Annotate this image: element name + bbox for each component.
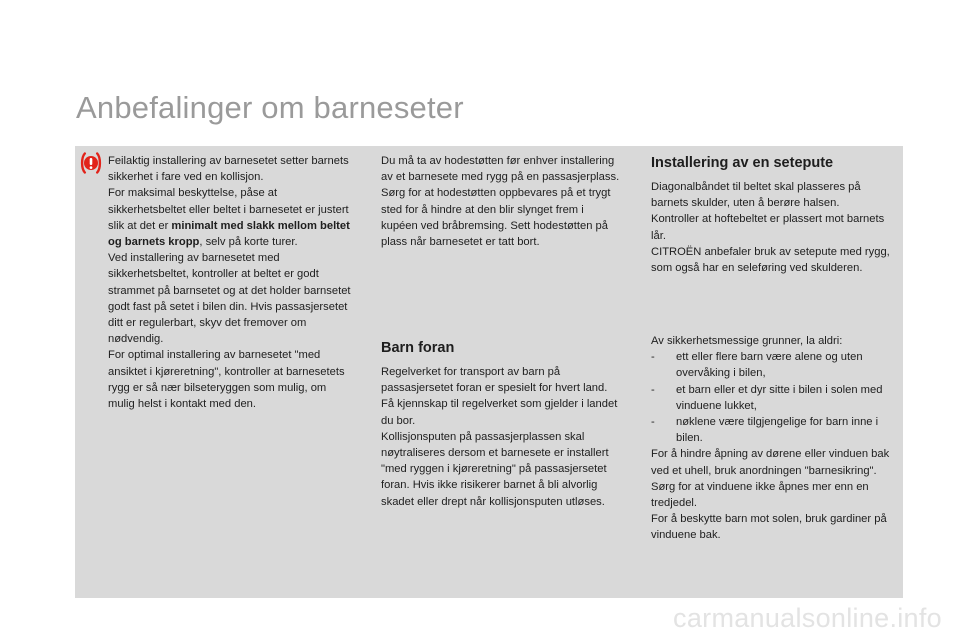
list-item [651,414,901,446]
list-item-text: nøklene være tilgjengelige for barn inne i bilen. [676,416,879,445]
aldri-paragraph-5: Sørg for at vinduene ikke åpnes mer enn en tredjedel. [651,480,869,510]
aldri-paragraph-6: For å beskytte barn mot solen, bruk gardiner på vinduene bak. [651,513,887,542]
aldri-paragraph-4: For å hindre åpning av dørene eller vinduen bak ved et uhell, bruk anordningen "barnesikring". [651,448,890,477]
setepute-paragraph-1: Diagonalbåndet til beltet skal plasseres på barnets skulder, uten å berøre halsen. [651,181,861,210]
barn-foran-heading: Barn foran [381,340,455,356]
barn-foran-paragraph-2: Få kjennskap til regelverket som gjelder i landet du bor. [381,398,618,427]
warning-exclamation-icon [80,152,102,174]
list-item-text: ett eller flere barn være alene og uten overvåking i bilen, [676,351,863,380]
watermark: carmanualsonline.info [673,603,942,633]
setepute-paragraph-3: CITROËN anbefaler bruk av setepute med rygg, som også har en seleføring ved skulderen. [651,245,890,275]
list-dash: - [651,383,655,396]
middle-column [381,153,621,250]
left-paragraph-1b [108,185,353,250]
list-item [651,382,901,414]
aldri-list [651,349,901,446]
left-text-bold: minimalt med slakk mellom beltet og barnets kropp [108,219,350,249]
barn-foran-paragraph-1: Regelverket for transport av barn på passasjersetet foran er spesielt for hvert land. [381,366,608,395]
list-dash: - [651,351,655,364]
aldri-intro: Av sikkerhetsmessige grunner, la aldri: [651,335,843,347]
left-column [108,153,353,412]
left-paragraph-1a: Feilaktig installering av barnesetet setter barnets sikkerhet i fare ved en kollisjon. [108,155,349,184]
right-column [651,153,897,276]
page-title: Anbefalinger om barneseter [76,90,464,125]
barn-foran-section [381,338,621,510]
list-item-text: et barn eller et dyr sitte i bilen i solen med vinduene lukket, [676,383,883,412]
barn-foran-paragraph-3: Kollisjonsputen på passasjerplassen skal nøytraliseres dersom et barnesete er installert "med ryggen i kjøreretning" på passasjersetet foran. Hvis ikke risikerer barnet å bli alvorlig skadet eller drept når kollisjonsputen utløses. [381,430,609,508]
middle-paragraph-1: Du må ta av hodestøtten før enhver installering av et barnesete med rygg på en passasjerplass. Sørg for at hodestøtten oppbevares på et trygt sted for å hindre at den blir slynget frem i kupéen ved bråbremsing. Sett hodestøtten på plass når barnesetet er tatt bort. [381,155,620,249]
left-paragraph-3: For optimal installering av barnesetet "med ansiktet i kjøreretning", kontroller at barnesetets rygg er så nær bilseteryggen som mulig, om mulig helst i kontakt med den. [108,349,345,411]
left-text-c: , selv på korte turer. [199,236,298,249]
left-paragraph-2: Ved installering av barnesetet med sikkerhetsbeltet, kontroller at beltet er godt strammet på barnsetet og at det holder barnsetet godt fast på setet i bilen din. Hvis passasjersetet ditt er regulerbart, skyv det fremover om nødvendig. [108,252,351,346]
setepute-paragraph-2: Kontroller at hoftebeltet er plassert mot barnets lår. [651,213,885,242]
list-dash: - [651,416,655,429]
aldri-section [651,333,901,544]
list-item [651,349,901,381]
setepute-heading: Installering av en setepute [651,155,834,171]
left-text-b: For maksimal beskyttelse, påse at sikkerhetsbeltet eller beltet i barnesetet er justert slik at det er [108,187,349,232]
